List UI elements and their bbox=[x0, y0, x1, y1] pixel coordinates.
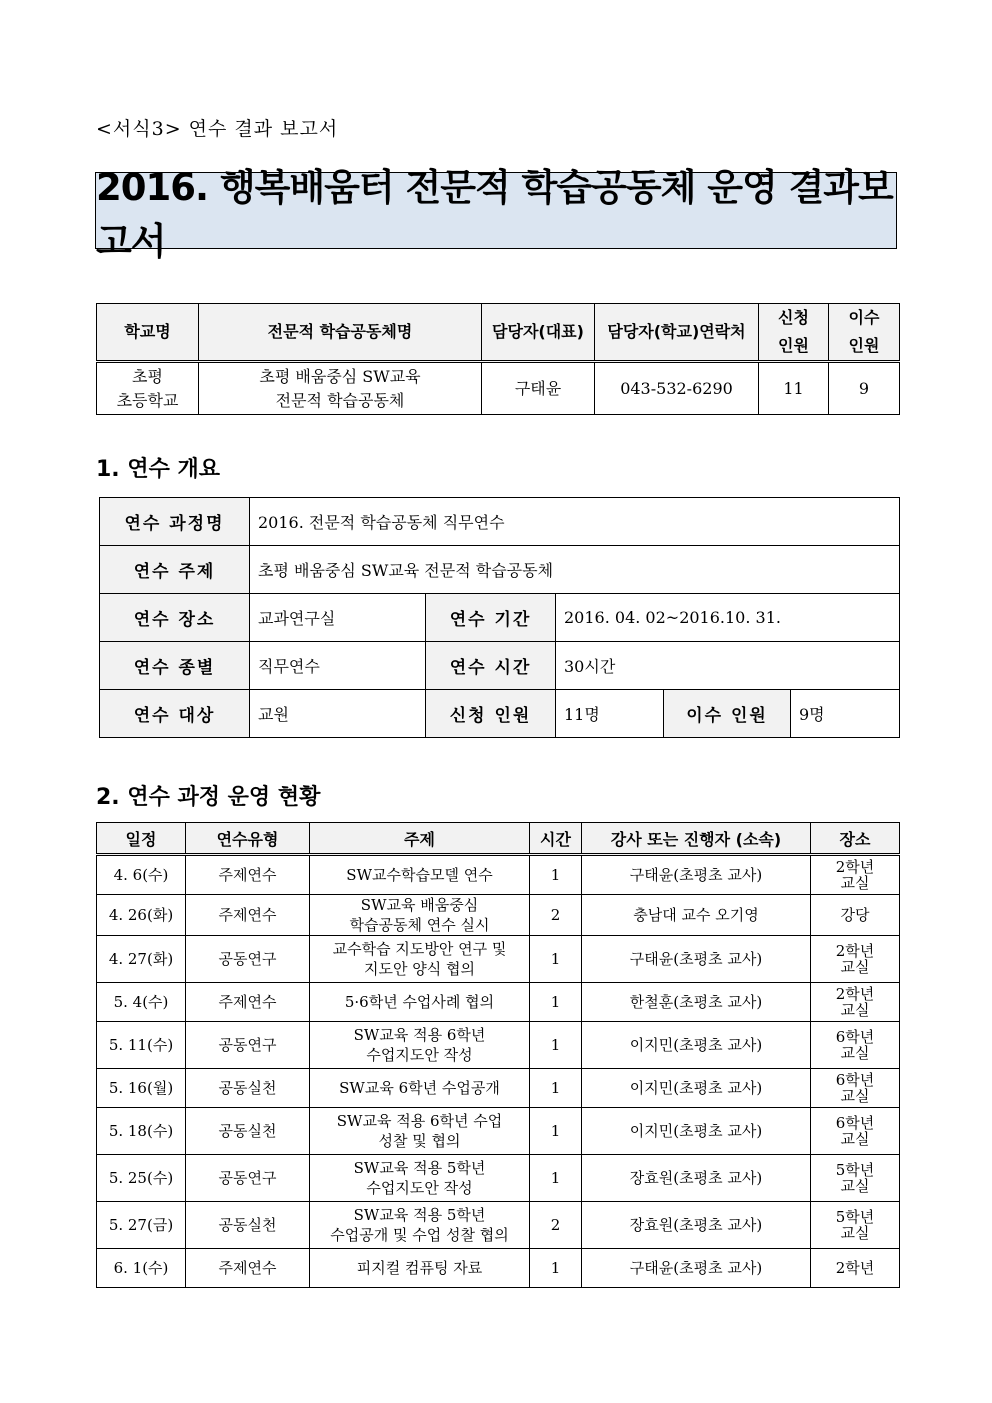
section-1-title: 1. 연수 개요 bbox=[96, 457, 220, 482]
hours-cell: 2 bbox=[530, 895, 582, 936]
theme-value: 초평 배움중심 SW교육 전문적 학습공동체 bbox=[250, 546, 900, 594]
school-name: 초평 초등학교 bbox=[97, 362, 199, 415]
type-cell: 공동실천 bbox=[186, 1108, 310, 1155]
target-label: 연수 대상 bbox=[100, 690, 250, 738]
header-instructor: 강사 또는 진행자 (소속) bbox=[582, 823, 811, 855]
instructor-cell: 구태윤(초평초 교사) bbox=[582, 1249, 811, 1288]
school-table-header bbox=[97, 304, 900, 362]
schedule-row bbox=[97, 1202, 900, 1249]
type-cell: 주제연수 bbox=[186, 895, 310, 936]
instructor-cell: 한철훈(초평초 교사) bbox=[582, 983, 811, 1022]
section-2-title: 2. 연수 과정 운영 현황 bbox=[96, 785, 321, 810]
date-cell: 5. 4(수) bbox=[97, 983, 186, 1022]
place-cell: 6학년 교실 bbox=[811, 1069, 900, 1108]
type-label: 연수 종별 bbox=[100, 642, 250, 690]
date-cell: 5. 27(금) bbox=[97, 1202, 186, 1249]
place-value: 교과연구실 bbox=[250, 594, 426, 642]
topic-cell: 교수학습 지도방안 연구 및 지도안 양식 협의 bbox=[310, 936, 530, 983]
header-place: 장소 bbox=[811, 823, 900, 855]
instructor-cell: 이지민(초평초 교사) bbox=[582, 1069, 811, 1108]
course-label: 연수 과정명 bbox=[100, 498, 250, 546]
schedule-row bbox=[97, 1108, 900, 1155]
place-cell: 2학년 교실 bbox=[811, 855, 900, 895]
type-cell: 주제연수 bbox=[186, 983, 310, 1022]
type-cell: 공동실천 bbox=[186, 1202, 310, 1249]
completed-count: 9 bbox=[829, 362, 900, 415]
place-cell: 6학년 교실 bbox=[811, 1022, 900, 1069]
overview-row-target bbox=[100, 690, 900, 738]
topic-cell: 피지컬 컴퓨팅 자료 bbox=[310, 1249, 530, 1288]
schedule-row bbox=[97, 895, 900, 936]
completed-value: 9명 bbox=[791, 690, 900, 738]
hours-value: 30시간 bbox=[556, 642, 900, 690]
schedule-row bbox=[97, 1069, 900, 1108]
hours-cell: 1 bbox=[530, 983, 582, 1022]
instructor-cell: 장효원(초평초 교사) bbox=[582, 1155, 811, 1202]
topic-cell: SW교수학습모델 연수 bbox=[310, 855, 530, 895]
school-table-row bbox=[97, 362, 900, 415]
hours-cell: 1 bbox=[530, 1108, 582, 1155]
hours-cell: 2 bbox=[530, 1202, 582, 1249]
topic-cell: SW교육 적용 5학년 수업지도안 작성 bbox=[310, 1155, 530, 1202]
theme-label: 연수 주제 bbox=[100, 546, 250, 594]
type-cell: 공동연구 bbox=[186, 1022, 310, 1069]
instructor-cell: 구태윤(초평초 교사) bbox=[582, 936, 811, 983]
overview-table bbox=[99, 497, 900, 738]
header-applied: 신청 인원 bbox=[759, 304, 829, 362]
type-cell: 공동실천 bbox=[186, 1069, 310, 1108]
date-cell: 5. 11(수) bbox=[97, 1022, 186, 1069]
hours-cell: 1 bbox=[530, 855, 582, 895]
completed-label: 이수 인원 bbox=[664, 690, 791, 738]
hours-cell: 1 bbox=[530, 1249, 582, 1288]
place-cell: 2학년 교실 bbox=[811, 936, 900, 983]
header-contact: 담당자(학교)연락처 bbox=[595, 304, 759, 362]
schedule-table bbox=[96, 822, 900, 1288]
hours-cell: 1 bbox=[530, 936, 582, 983]
schedule-row bbox=[97, 1022, 900, 1069]
schedule-header bbox=[97, 823, 900, 855]
date-cell: 5. 18(수) bbox=[97, 1108, 186, 1155]
period-value: 2016. 04. 02~2016.10. 31. bbox=[556, 594, 900, 642]
applied-value: 11명 bbox=[556, 690, 664, 738]
instructor-cell: 구태윤(초평초 교사) bbox=[582, 855, 811, 895]
topic-cell: 5·6학년 수업사례 협의 bbox=[310, 983, 530, 1022]
hours-label: 연수 시간 bbox=[426, 642, 556, 690]
hours-cell: 1 bbox=[530, 1022, 582, 1069]
instructor-cell: 충남대 교수 오기영 bbox=[582, 895, 811, 936]
header-topic: 주제 bbox=[310, 823, 530, 855]
topic-cell: SW교육 적용 5학년 수업공개 및 수업 성찰 협의 bbox=[310, 1202, 530, 1249]
place-cell: 2학년 교실 bbox=[811, 983, 900, 1022]
period-label: 연수 기간 bbox=[426, 594, 556, 642]
overview-row-type bbox=[100, 642, 900, 690]
title-box bbox=[95, 165, 897, 263]
schedule-row bbox=[97, 983, 900, 1022]
topic-cell: SW교육 적용 6학년 수업 성찰 및 협의 bbox=[310, 1108, 530, 1155]
type-cell: 주제연수 bbox=[186, 855, 310, 895]
topic-cell: SW교육 적용 6학년 수업지도안 작성 bbox=[310, 1022, 530, 1069]
form-label: <서식3> 연수 결과 보고서 bbox=[96, 118, 339, 140]
header-manager: 담당자(대표) bbox=[482, 304, 595, 362]
schedule-row bbox=[97, 855, 900, 895]
date-cell: 4. 27(화) bbox=[97, 936, 186, 983]
type-value: 직무연수 bbox=[250, 642, 426, 690]
header-date: 일정 bbox=[97, 823, 186, 855]
place-cell: 5학년 교실 bbox=[811, 1202, 900, 1249]
header-hours: 시간 bbox=[530, 823, 582, 855]
place-label: 연수 장소 bbox=[100, 594, 250, 642]
date-cell: 5. 16(월) bbox=[97, 1069, 186, 1108]
contact-phone: 043-532-6290 bbox=[595, 362, 759, 415]
manager-name: 구태윤 bbox=[482, 362, 595, 415]
place-cell: 5학년 교실 bbox=[811, 1155, 900, 1202]
schedule-row bbox=[97, 936, 900, 983]
date-cell: 5. 25(수) bbox=[97, 1155, 186, 1202]
overview-row-course bbox=[100, 498, 900, 546]
hours-cell: 1 bbox=[530, 1155, 582, 1202]
topic-cell: SW교육 배움중심 학습공동체 연수 실시 bbox=[310, 895, 530, 936]
instructor-cell: 장효원(초평초 교사) bbox=[582, 1202, 811, 1249]
course-value: 2016. 전문적 학습공동체 직무연수 bbox=[250, 498, 900, 546]
hours-cell: 1 bbox=[530, 1069, 582, 1108]
place-cell: 6학년 교실 bbox=[811, 1108, 900, 1155]
topic-cell: SW교육 6학년 수업공개 bbox=[310, 1069, 530, 1108]
school-info-table bbox=[96, 303, 900, 415]
date-cell: 4. 26(화) bbox=[97, 895, 186, 936]
schedule-row bbox=[97, 1249, 900, 1288]
place-cell: 강당 bbox=[811, 895, 900, 936]
overview-row-theme bbox=[100, 546, 900, 594]
type-cell: 공동연구 bbox=[186, 936, 310, 983]
type-cell: 주제연수 bbox=[186, 1249, 310, 1288]
document-title: 2016. 행복배움터 전문적 학습공동체 운영 결과보고서 bbox=[96, 165, 893, 263]
schedule-body bbox=[97, 855, 900, 1288]
date-cell: 4. 6(수) bbox=[97, 855, 186, 895]
community-name: 초평 배움중심 SW교육 전문적 학습공동체 bbox=[199, 362, 482, 415]
header-community-name: 전문적 학습공동체명 bbox=[199, 304, 482, 362]
applied-count: 11 bbox=[759, 362, 829, 415]
header-type: 연수유형 bbox=[186, 823, 310, 855]
instructor-cell: 이지민(초평초 교사) bbox=[582, 1108, 811, 1155]
date-cell: 6. 1(수) bbox=[97, 1249, 186, 1288]
applied-label: 신청 인원 bbox=[426, 690, 556, 738]
overview-row-place bbox=[100, 594, 900, 642]
schedule-row bbox=[97, 1155, 900, 1202]
header-completed: 이수 인원 bbox=[829, 304, 900, 362]
header-school-name: 학교명 bbox=[97, 304, 199, 362]
instructor-cell: 이지민(초평초 교사) bbox=[582, 1022, 811, 1069]
type-cell: 공동연구 bbox=[186, 1155, 310, 1202]
target-value: 교원 bbox=[250, 690, 426, 738]
place-cell: 2학년 bbox=[811, 1249, 900, 1288]
